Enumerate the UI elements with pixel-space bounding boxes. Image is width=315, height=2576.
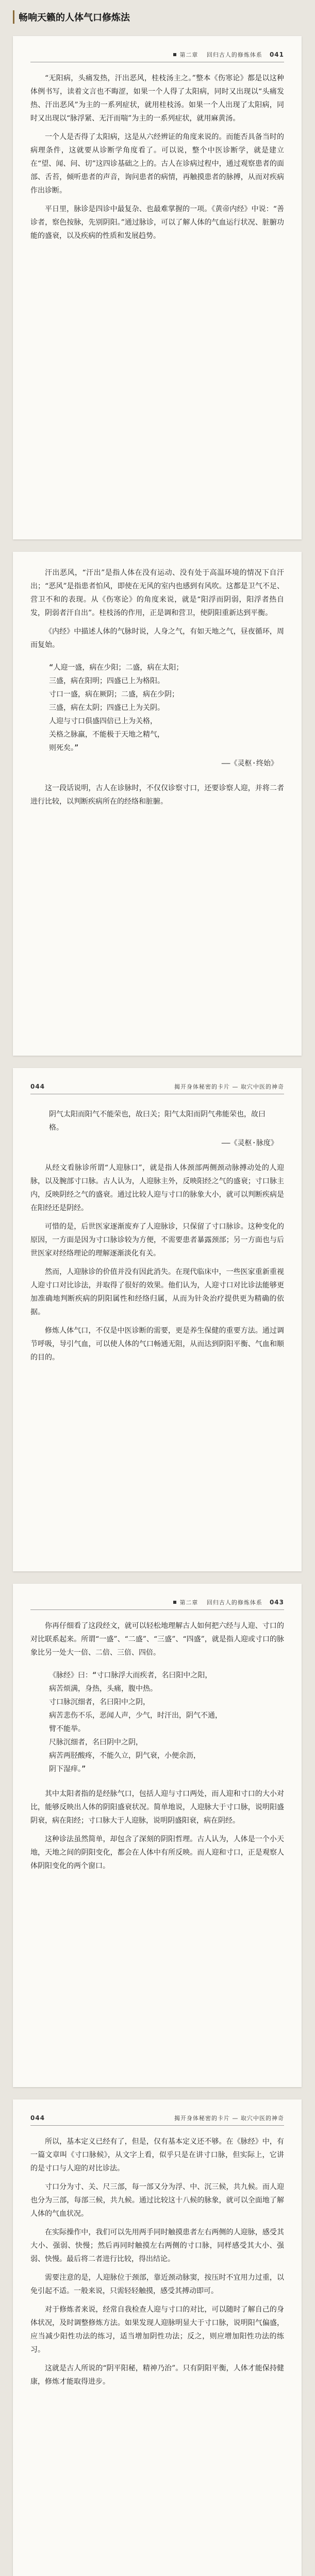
page-header-title: 揭开身体秘密的卡片 — 取穴中医的神奇	[174, 1083, 284, 1090]
quote-line: 病苦悲伤不乐，恶闻人声，少气，时汗出，阴气不通，	[49, 1711, 222, 1720]
paragraph: 可惜的是，后世医家逐渐废弃了人迎脉诊，只保留了寸口脉诊。这种变化的原因，一方面是因为寸口脉诊较为方便，不需要患者暴露颈部；另一方面也与后世医家对经络理论的理解逐渐淡化有关。	[30, 1222, 284, 1258]
page-number: 044	[30, 2114, 45, 2122]
quote-line: 三盛，病在太阴；四盛已上为关阴。	[49, 704, 164, 713]
paragraph: 这就是古人所说的“阴平阳秘，精神乃治”。只有阴阳平衡，人体才能保持健康，修炼才能取得进步。	[30, 2364, 284, 2386]
quote-line: 寸口脉沉细者，名曰阳中之阴，	[49, 1698, 150, 1706]
quote-line: 病苦两胫酸疼，不能久立，阴气衰，小便余沥，	[49, 1751, 201, 1760]
paragraph: 在实际操作中，我们可以先用两手同时触摸患者左右两侧的人迎脉，感受其大小、强弱、快慢；然后再同时触摸左右两侧的寸口脉，同样感受其大小、强弱、快慢。最后将二者进行比较，得出结论。	[30, 2228, 284, 2264]
paragraph: 其中太阳者指的是经脉气口，包括人迎与寸口两处，而人迎和寸口的大小对比，能够反映出人体的阴阳盛衰状况。简单地说，人迎脉大于寸口脉，说明阳盛阴衰，病在阳经；寸口脉大于人迎脉，说明阴盛阳衰，病在阴经。	[30, 1789, 284, 1825]
square-bullet-icon	[173, 1601, 176, 1604]
square-bullet-icon	[173, 53, 176, 56]
book-page-3	[13, 1068, 302, 1571]
book-page-5	[13, 2099, 302, 2576]
paragraph: 从经文看脉诊所谓“人迎脉口”，就是指人体颈部两侧颈动脉搏动处的人迎脉，以及腕部寸口脉。古人认为，人迎脉主外，反映阳经之气的盛衰；寸口脉主内，反映阴经之气的盛衰。通过比较人迎与寸口的脉象大小，就可以判断疾病是在阳经还是阴经。	[30, 1163, 284, 1212]
paragraph: 所以，基本定义已经有了，但是，仅有基本定义还不够。在《脉经》中，有一篇文章叫《寸口脉候》，从文字上看，似乎只是在讲寸口脉，但实际上，它讲的是寸口与人迎的对比诊法。	[30, 2138, 284, 2173]
quote-line: 病苦烦满，身热，头痛，腹中热。	[49, 1684, 157, 1693]
page-number: 044	[30, 1082, 45, 1090]
paragraph: 然而，人迎脉诊的价值并没有因此消失。在现代临床中，一些医家重新重视人迎寸口对比诊法，并取得了很好的效果。他们认为，人迎寸口对比诊法能够更加准确地判断疾病的阴阳属性和经络归属，从而为针灸治疗提供更为精确的依据。	[30, 1267, 284, 1316]
quote-line: 寸口一盛，病在厥阴；二盛，病在少阴；	[49, 690, 179, 699]
page-header-title: 揭开身体秘密的卡片 — 取穴中医的神奇	[174, 2115, 284, 2122]
classic-quote	[30, 657, 284, 774]
paragraph: 寸口分为寸、关、尺三部，每一部又分为浮、中、沉三候，共九候。而人迎也分为三部，每部三候，共九候。通过比较这十八候的脉象，就可以全面地了解人体的气血状况。	[30, 2183, 284, 2218]
book-page-2	[13, 552, 302, 1055]
quote-line: 关格之脉羸，不能极于天地之精气，	[49, 731, 164, 739]
page-header	[30, 2114, 284, 2126]
paragraph: 平日里，脉诊是四诊中最复杂、也最难掌握的一项。《黄帝内经》中说：“善诊者，察色按脉，先别阴阳。”通过脉诊，可以了解人体的气血运行状况、脏腑功能的盛衰，以及疾病的性质和发展趋势。	[30, 205, 284, 240]
book-page-4	[13, 1584, 302, 2087]
paragraph: 《内经》中描述人体的气脉时说，人身之气，有如天地之气，昼夜循环，周而复始。	[30, 628, 284, 650]
quote-line: 《脉经》曰：“寸口脉浮大而疾者，名曰阳中之阳，	[49, 1671, 212, 1680]
paragraph: 汗出恶风，“汗出”是指人体在没有运动、没有处于高温环境的情况下自汗出；“恶风”是指患者怕风，即使在无风的室内也感到有风吹。这都是卫气不足、营卫不和的表现。从《伤寒论》的角度来说，就是“阳浮而阴弱，阳浮者热自发，阴弱者汗自出”。桂枝汤的作用，正是调和营卫，使阴阳重新达到平衡。	[30, 569, 284, 618]
paragraph: 这一段话说明，古人在诊脉时，不仅仅诊察寸口，还要诊察人迎，并将二者进行比较，以判断疾病所在的经络和脏腑。	[30, 784, 284, 806]
quote-source: ——《灵枢·终始》	[221, 759, 278, 768]
quote-line: 则死矣。”	[49, 744, 79, 753]
quote-source: ——《灵枢·脉度》	[221, 1139, 278, 1147]
quote-line: 臂不能举。	[49, 1724, 85, 1733]
page-header	[30, 1082, 284, 1094]
paragraph: 需要注意的是，人迎脉位于颈部，靠近颈动脉窦，按压时不宜用力过重，以免引起不适。一般来说，只需轻轻触摸，感受其搏动即可。	[30, 2274, 284, 2296]
page-header	[30, 1598, 284, 1610]
page-header	[30, 50, 284, 62]
page-header-title: 第二章 回归古人的修炼体系	[173, 50, 262, 59]
page-number: 043	[269, 1598, 284, 1606]
classic-quote	[30, 1665, 284, 1780]
paragraph: 一个人是否得了太阳病，这是从六经辨证的角度来说的。而能否具备当时的病理条件，这就要从诊断学角度看了。可以说，整个中医诊断学，就是建立在“望、闻、问、切”这四诊基础之上的。古人在诊病过程中，通过观察患者的面部、舌苔，倾听患者的声音，询问患者的病情，再触摸患者的脉搏，从而对疾病作出诊断。	[30, 133, 284, 195]
quote-line: 三盛，病在阳明；四盛已上为格阳。	[49, 677, 164, 686]
quote-line: 人迎与寸口俱盛四倍已上为关格，	[49, 717, 157, 726]
quote-line: 阴下湿痒。”	[49, 1765, 86, 1773]
quote-line: 阴气太阳而阳气不能荣也，故曰关；阳气太阳而阴气弗能荣也，故曰格。	[49, 1110, 266, 1132]
paragraph: 你再仔细看了这段经文，就可以轻松地理解古人如何把六经与人迎、寸口的对比联系起来。所谓“一盛”、“二盛”、“三盛”、“四盛”，就是指人迎或寸口的脉象比另一处大一倍、二倍、三倍、四倍。	[30, 1621, 284, 1657]
paragraph: 修炼人体气口，不仅是中医诊断的需要，更是养生保健的重要方法。通过调节呼吸，导引气血，可以使人体的气口畅通无阻，从而达到阴阳平衡、气血和顺的目的。	[30, 1326, 284, 1362]
document-title: 畅响天籁的人体气口修炼法	[13, 10, 307, 24]
classic-quote	[30, 1104, 284, 1154]
quote-line: “人迎一盛，病在少阳；二盛，病在太阳；	[49, 664, 184, 672]
page-number: 041	[269, 51, 284, 58]
quote-line: 尺脉沉细者，名曰阴中之阴，	[49, 1738, 143, 1747]
paragraph: 这种诊法虽然简单，却包含了深刻的阴阳哲理。古人认为，人体是一个小天地，天地之间的阴阳变化，都会在人体中有所反映。而人迎和寸口，正是观察人体阴阳变化的两个窗口。	[30, 1835, 284, 1870]
paragraph: 对于修炼者来说，经常自我检查人迎与寸口的对比，可以随时了解自己的身体状况，及时调整修炼方法。如果发现人迎脉明显大于寸口脉，说明阳气偏盛，应当减少阳性功法的练习，适当增加阴性功法；反之，则应增加阳性功法的练习。	[30, 2306, 284, 2354]
paragraph: “无阳病，头痛发热，汗出恶风，桂枝汤主之。”整本《伤寒论》都是以这种体例书写，读着文言也不晦涩，如果一个人得了太阳病，同时又出现以“头痛发热、汗出恶风”为主的一系列症状，就用桂枝汤。如果一个人出现了太阳病，同时又出现以“脉浮紧、无汗而喘”为主的一系列症状，就用麻黄汤。	[30, 74, 284, 123]
page-header-title: 第二章 回归古人的修炼体系	[173, 1598, 262, 1606]
book-page-1	[13, 36, 302, 539]
